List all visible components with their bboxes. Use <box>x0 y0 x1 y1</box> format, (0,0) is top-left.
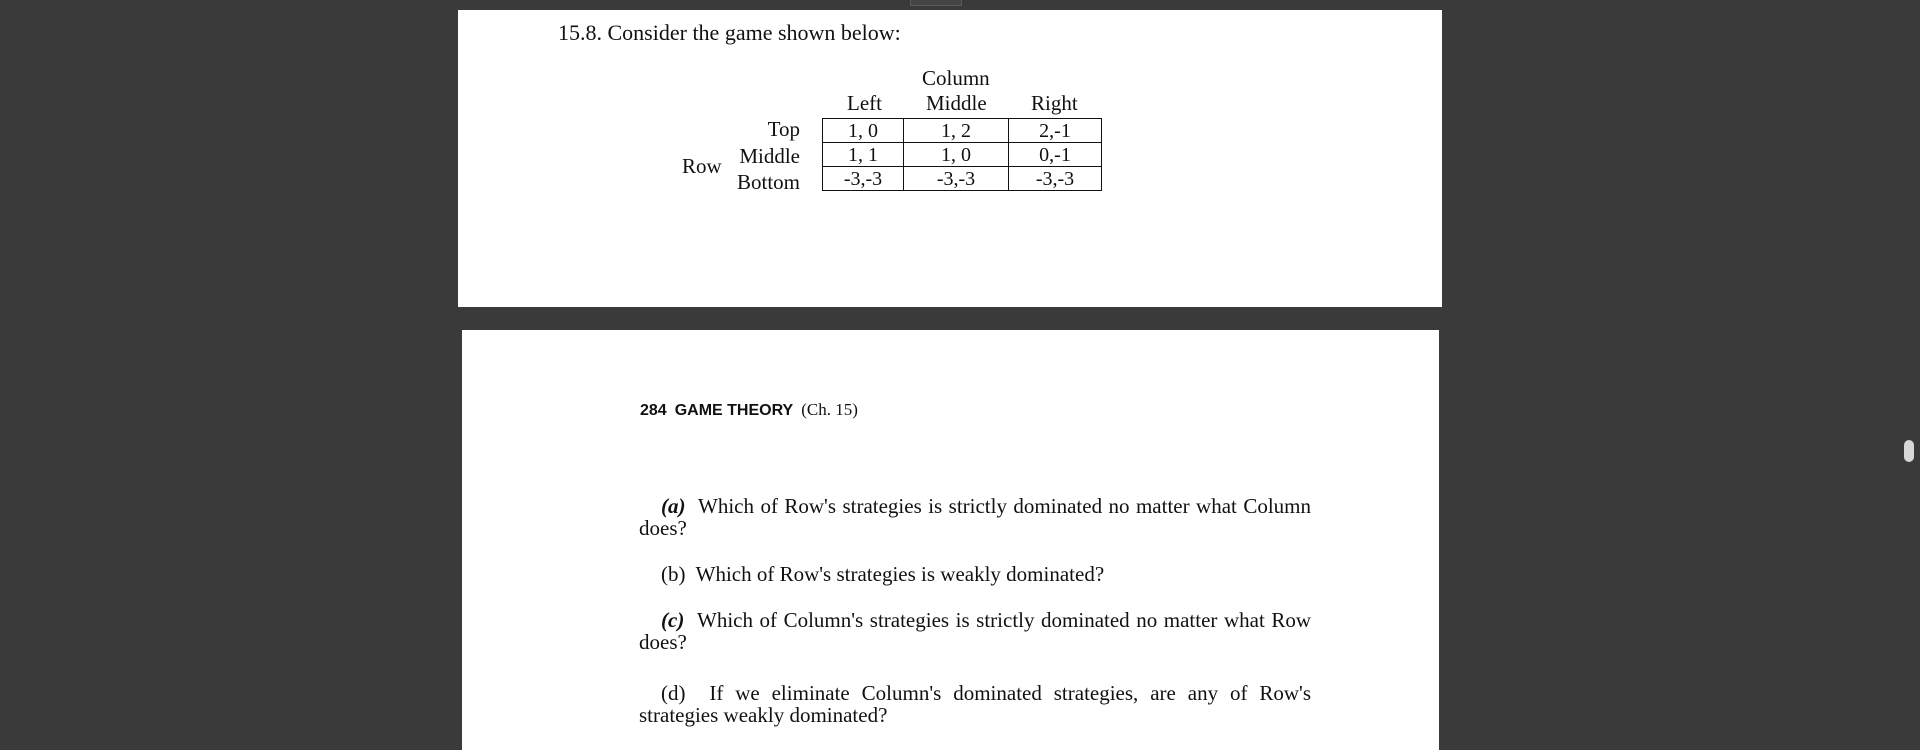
payoff-cell: 1, 1 <box>823 143 904 167</box>
payoff-row <box>823 167 1102 191</box>
payoff-cell: 2,-1 <box>1009 119 1102 143</box>
document-page-1 <box>458 10 1442 307</box>
question-c <box>639 609 1311 653</box>
question-text: Which of Row's strategies is strictly dominated no matter what Column does? <box>639 494 1311 540</box>
row-strategy-bottom: Bottom <box>736 170 800 194</box>
question-text: Which of Row's strategies is weakly dominated? <box>695 562 1105 586</box>
question-marker: (d) <box>661 681 686 705</box>
payoff-cell: 1, 0 <box>904 143 1009 167</box>
question-marker: (a) <box>661 494 686 518</box>
question-b <box>639 563 1311 585</box>
row-strategy-top: Top <box>767 117 800 141</box>
column-strategy-right: Right <box>1031 91 1078 115</box>
question-marker: (c) <box>661 608 685 632</box>
column-strategy-middle: Middle <box>926 91 987 115</box>
payoff-row <box>823 143 1102 167</box>
document-page-2 <box>462 330 1439 750</box>
chapter-reference: (Ch. 15) <box>801 400 858 419</box>
chapter-title: GAME THEORY <box>674 402 794 419</box>
payoff-matrix <box>822 118 1102 191</box>
question-marker: (b) <box>661 562 686 586</box>
payoff-cell: 1, 0 <box>823 119 904 143</box>
payoff-row <box>823 119 1102 143</box>
payoff-cell: -3,-3 <box>823 167 904 191</box>
question-text: If we eliminate Column's dominated strategies, are any of Row's strategies weakly dominated? <box>639 681 1312 727</box>
column-player-label: Column <box>922 66 990 90</box>
toolbar-tab[interactable] <box>910 0 962 6</box>
running-header <box>640 400 858 420</box>
payoff-cell: -3,-3 <box>904 167 1009 191</box>
payoff-cell: 0,-1 <box>1009 143 1102 167</box>
question-d <box>639 682 1311 726</box>
payoff-cell: 1, 2 <box>904 119 1009 143</box>
row-strategy-middle: Middle <box>739 144 800 168</box>
page-number: 284 <box>640 402 667 419</box>
payoff-cell: -3,-3 <box>1009 167 1102 191</box>
problem-title: 15.8. Consider the game shown below: <box>558 20 901 45</box>
vertical-scrollbar[interactable] <box>1898 0 1920 746</box>
column-strategy-left: Left <box>847 91 882 115</box>
question-text: Which of Column's strategies is strictly dominated no matter what Row does? <box>639 608 1311 654</box>
question-a <box>639 495 1311 539</box>
row-player-label: Row <box>682 154 722 178</box>
scrollbar-thumb[interactable] <box>1904 440 1914 462</box>
